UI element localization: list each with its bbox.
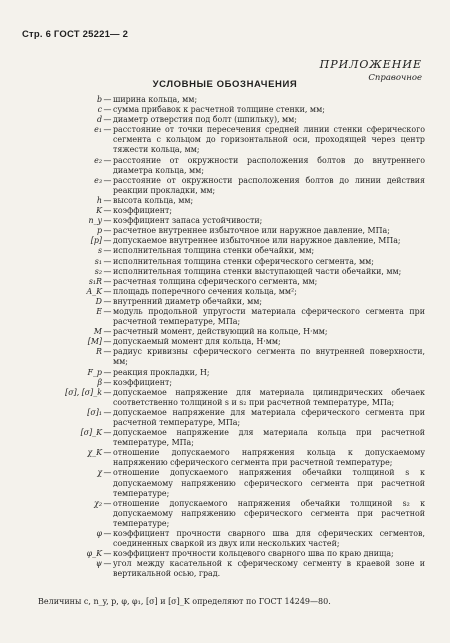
definition-symbol: [σ], [σ]_k xyxy=(65,387,102,397)
definition-symbol: e₁ xyxy=(94,125,102,135)
definition-row xyxy=(0,327,450,337)
definition-symbol: F_p xyxy=(87,367,102,377)
appendix-title: ПРИЛОЖЕНИЕ xyxy=(319,58,422,71)
definition-dash: — xyxy=(103,498,112,508)
definition-dash: — xyxy=(103,347,112,357)
definition-text: коэффициент; xyxy=(113,206,172,216)
definition-dash: — xyxy=(103,337,112,347)
definition-dash: — xyxy=(103,256,112,266)
appendix-subtitle: Справочное xyxy=(368,73,422,83)
definition-row xyxy=(0,95,450,105)
definition-symbol: d xyxy=(96,115,102,125)
definition-row xyxy=(0,499,450,529)
definition-symbol: χ_K xyxy=(87,448,102,458)
definition-text: допускаемый момент для кольца, Н·мм; xyxy=(113,337,281,347)
definition-text: расчетный момент, действующий на кольце, Н·мм; xyxy=(113,327,328,337)
definition-text: угол между касательной к сферическому сегменту в краевой зоне и вертикальной осью, град. xyxy=(113,559,425,579)
definition-dash: — xyxy=(103,195,112,205)
definition-dash: — xyxy=(103,428,112,438)
definition-dash: — xyxy=(103,276,112,286)
definition-symbol: M xyxy=(93,327,102,337)
definition-dash: — xyxy=(103,236,112,246)
definition-text: отношение допускаемого напряжения кольца к допускаемому напряжению сферического сегмента при расчетной температуре; xyxy=(113,448,425,468)
definition-text: допускаемое напряжение для материала цилиндрических обечаек соответственно толщиной s и s₂ при расчетной температуре, МПа; xyxy=(113,387,425,407)
definition-symbol: s₁ xyxy=(94,256,102,266)
definition-dash: — xyxy=(103,115,112,125)
definition-dash: — xyxy=(103,175,112,185)
definition-symbol: [M] xyxy=(87,337,102,347)
definition-symbol: R xyxy=(96,347,102,357)
definition-symbol: β xyxy=(97,377,102,387)
definition-dash: — xyxy=(103,468,112,478)
footer-note: Величины c, n_y, p, φ, φ₁, [σ] и [σ]_K определяют по ГОСТ 14249—80. xyxy=(38,597,331,606)
definition-row xyxy=(0,105,450,115)
definition-symbol: e₂ xyxy=(94,155,102,165)
definition-row xyxy=(0,226,450,236)
definition-row xyxy=(0,156,450,176)
definition-text: исполнительная толщина стенки сферического сегмента, мм; xyxy=(113,256,374,266)
definition-dash: — xyxy=(103,306,112,316)
definition-symbol: s₂ xyxy=(94,266,102,276)
definition-dash: — xyxy=(103,549,112,559)
definition-dash: — xyxy=(103,286,112,296)
definition-text: коэффициент прочности сварного шва для сферических сегментов, соединенных сваркой из двух или нескольких частей; xyxy=(113,529,425,549)
definition-text: сумма прибавок к расчетной толщине стенки, мм; xyxy=(113,105,325,115)
definitions-list xyxy=(0,95,450,580)
definition-row xyxy=(0,287,450,297)
page-header: Стр. 6 ГОСТ 25221— 2 xyxy=(22,29,129,40)
definition-symbol: [p] xyxy=(90,236,102,246)
definition-text: отношение допускаемого напряжения обечайки толщиной s₂ к допускаемому напряжению сферического сегмента при расчетной температуре; xyxy=(113,498,425,528)
definition-row xyxy=(0,559,450,579)
definition-dash: — xyxy=(103,216,112,226)
definition-text: расчетная толщина сферического сегмента, мм; xyxy=(113,276,318,286)
definition-dash: — xyxy=(103,266,112,276)
definition-symbol: χ₂ xyxy=(94,498,102,508)
definition-row xyxy=(0,236,450,246)
definition-text: отношение допускаемого напряжения обечайки толщиной s к допускаемому напряжению сферического сегмента при расчетной температуре; xyxy=(113,468,425,498)
definition-dash: — xyxy=(103,155,112,165)
definition-text: радиус кривизны сферического сегмента по внутренней поверхности, мм; xyxy=(113,347,425,367)
definition-row xyxy=(0,368,450,378)
definition-text: модуль продольной упругости материала сферического сегмента при расчетной температуре, МПа; xyxy=(113,306,425,327)
definition-text: коэффициент прочности кольцевого сварного шва по краю днища; xyxy=(113,549,394,559)
definition-row xyxy=(0,549,450,559)
definition-symbol: φ_K xyxy=(86,549,102,559)
definition-dash: — xyxy=(103,448,112,458)
definition-dash: — xyxy=(103,206,112,216)
definition-dash: — xyxy=(103,226,112,236)
definition-dash: — xyxy=(103,387,112,397)
definition-symbol: s xyxy=(97,246,102,256)
definition-row xyxy=(0,216,450,226)
definition-text: допускаемое напряжение для материала сферического сегмента при расчетной температуре, МПа; xyxy=(113,407,425,427)
definition-symbol: h xyxy=(96,195,102,205)
definition-dash: — xyxy=(103,559,112,569)
definition-row xyxy=(0,125,450,155)
definition-row xyxy=(0,347,450,367)
definition-symbol: ψ xyxy=(95,559,102,569)
section-title: УСЛОВНЫЕ ОБОЗНАЧЕНИЯ xyxy=(152,79,298,90)
definition-row xyxy=(0,176,450,196)
definition-text: ширина кольца, мм; xyxy=(113,95,198,104)
definition-text: расстояние от окружности расположения болтов до внутреннего диаметра кольца, мм; xyxy=(113,155,425,175)
definition-symbol: K xyxy=(96,206,102,216)
definition-dash: — xyxy=(103,95,112,104)
definition-row xyxy=(0,529,450,549)
definition-row xyxy=(0,267,450,277)
definition-row xyxy=(0,196,450,206)
definition-text: коэффициент; xyxy=(113,377,172,387)
definition-row xyxy=(0,297,450,307)
definition-text: расчетное внутреннее избыточное или наружное давление, МПа; xyxy=(113,226,390,236)
definition-text: площадь поперечного сечения кольца, мм²; xyxy=(113,286,297,296)
definition-row xyxy=(0,277,450,287)
definition-dash: — xyxy=(103,105,112,115)
definition-text: расстояние от окружности расположения болтов до линии действия реакции прокладки, мм; xyxy=(113,175,425,195)
definition-symbol: b xyxy=(96,95,102,104)
definition-text: высота кольца, мм; xyxy=(113,195,194,205)
definition-text: расстояние от точки пересечения средней линии стенки сферического сегмента с кольцом до горизонтальной оси, проходящей через центр тяжести кольца, мм; xyxy=(113,125,425,155)
definition-row xyxy=(0,448,450,468)
definition-symbol: e₃ xyxy=(94,175,102,185)
definition-text: допускаемое напряжение для материала кольца при расчетной температуре, МПа; xyxy=(113,428,425,448)
definition-dash: — xyxy=(103,296,112,306)
definition-text: допускаемое внутреннее избыточное или наружное давление, МПа; xyxy=(113,236,401,246)
definition-symbol: c xyxy=(97,105,102,115)
definition-row xyxy=(0,468,450,498)
definition-symbol: E xyxy=(96,306,102,316)
definition-text: исполнительная толщина стенки выступающей части обечайки, мм; xyxy=(113,266,402,276)
definition-symbol: p xyxy=(96,226,102,236)
definition-text: внутренний диаметр обечайки, мм; xyxy=(113,296,263,306)
definition-dash: — xyxy=(103,246,112,256)
definition-text: коэффициент запаса устойчивости; xyxy=(113,216,263,226)
definition-dash: — xyxy=(103,407,112,417)
definition-symbol: φ xyxy=(96,529,102,539)
definition-row xyxy=(0,378,450,388)
definition-row xyxy=(0,408,450,428)
definition-symbol: n_y xyxy=(88,216,102,226)
definition-row xyxy=(0,246,450,256)
definition-row xyxy=(0,307,450,327)
definition-dash: — xyxy=(103,125,112,135)
definition-text: исполнительная толщина стенки обечайки, мм; xyxy=(113,246,315,256)
definition-symbol: D xyxy=(95,296,102,306)
definition-row xyxy=(0,206,450,216)
definition-row xyxy=(0,337,450,347)
definition-row xyxy=(0,428,450,448)
definition-row xyxy=(0,388,450,408)
definition-dash: — xyxy=(103,327,112,337)
definition-dash: — xyxy=(103,529,112,539)
definition-dash: — xyxy=(103,377,112,387)
definition-text: диаметр отверстия под болт (шпильку), мм; xyxy=(113,115,297,125)
definition-row xyxy=(0,115,450,125)
definition-symbol: χ xyxy=(97,468,102,478)
definition-text: реакция прокладки, Н; xyxy=(113,367,210,377)
definition-symbol: [σ]_K xyxy=(80,428,102,438)
definition-symbol: A_K xyxy=(86,286,102,296)
definition-row xyxy=(0,257,450,267)
definition-symbol: [σ]₁ xyxy=(87,407,102,417)
definition-symbol: s₁R xyxy=(88,276,102,286)
definition-dash: — xyxy=(103,367,112,377)
